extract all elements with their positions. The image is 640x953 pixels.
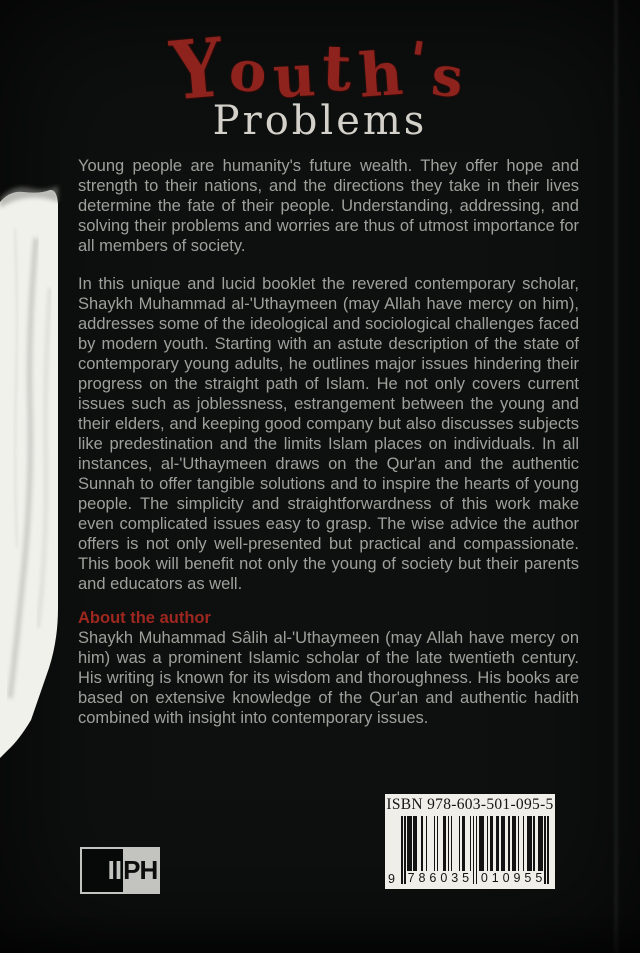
barcode-digit: 5: [462, 871, 470, 885]
iiph-logo-left: II: [82, 849, 123, 892]
title-letter: s: [428, 42, 473, 111]
cover-bottom-shadow: [0, 913, 640, 953]
blurb-paragraph-1: [78, 156, 579, 256]
text-line: Sunnah to offer tangible solutions and to inspire the hearts of young: [78, 475, 579, 493]
text-line: His writing is known for its wisdom and thoroughness. His books are: [78, 669, 579, 687]
text-line: strength to their nations, and the directions they take in their lives: [78, 177, 579, 195]
barcode-digit: 0: [440, 871, 448, 885]
barcode-digit-group-2: [479, 871, 544, 885]
barcode-digit: 9: [513, 871, 521, 885]
barcode-digit-group-1: [406, 871, 471, 885]
barcode-digit: 0: [480, 871, 488, 885]
text-line: instances, al-'Uthaymeen draws on the Qur'an and the authentic: [78, 455, 579, 473]
text-line: like predestination and the limits Islam places on individuals. In all: [78, 435, 579, 453]
text-line: This book will benefit not only the young of society but their parents: [78, 555, 579, 573]
title-letter: u: [271, 40, 325, 112]
text-line: issues such as joblessness, estrangement between the young and: [78, 395, 579, 413]
barcode-digit: 5: [535, 871, 543, 885]
title-letter: ': [404, 29, 436, 92]
ean13-barcode: [388, 816, 549, 886]
title-letter: o: [226, 37, 276, 107]
title-letter: Y: [166, 18, 233, 119]
iiph-publisher-logo: [80, 847, 160, 894]
page-edge-texture: [0, 168, 72, 768]
barcode-bar: [544, 816, 546, 884]
text-line: Shaykh Muhammad al-'Uthaymeen (may Allah have mercy on him),: [78, 295, 579, 313]
text-line: offers is not only well-presented but practical and compassionate.: [78, 535, 579, 553]
barcode-digit: 7: [407, 871, 415, 885]
back-cover-text: [78, 156, 579, 746]
text-line: Young people are humanity's future wealth. They offer hope and: [78, 157, 579, 175]
text-line: progress on the straight path of Islam. He not only covers current: [78, 375, 579, 393]
text-line: and educators as well.: [78, 575, 243, 593]
blurb-paragraph-2: [78, 274, 579, 594]
barcode-bar: [476, 816, 478, 884]
text-line: all members of society.: [78, 237, 246, 255]
text-line: by modern youth. Starting with an astute description of the state of: [78, 335, 579, 353]
barcode-bar: [401, 816, 403, 884]
iiph-logo-right: PH: [123, 849, 158, 892]
text-line: even complicated issues easy to grasp. The wise advice the author: [78, 515, 579, 533]
about-author-paragraph: [78, 628, 579, 728]
barcode-bar: [547, 816, 549, 884]
barcode-digit: 3: [451, 871, 459, 885]
barcode-digit: 8: [418, 871, 426, 885]
barcode-lead-digit: 9: [388, 872, 395, 886]
text-line: people. The simplicity and straightforwardness of this work make: [78, 495, 579, 513]
text-line: Shaykh Muhammad Sâlih al-'Uthaymeen (may Allah have mercy on: [78, 629, 579, 647]
title-letter: t: [321, 30, 360, 106]
isbn-barcode-box: [385, 794, 555, 889]
barcode-digit: 5: [524, 871, 532, 885]
text-line: him) was a prominent Islamic scholar of the late twentieth century.: [78, 649, 579, 667]
text-line: contemporary young adults, he outlines major issues hindering their: [78, 355, 579, 373]
text-line: determine the fate of their people. Understanding, addressing, and: [78, 197, 579, 215]
text-line: combined with insight into contemporary issues.: [78, 709, 429, 727]
text-line: based on extensive knowledge of the Qur'an and authentic hadith: [78, 689, 579, 707]
barcode-digit: 0: [502, 871, 510, 885]
barcode-bar: [473, 816, 475, 884]
text-line: their elders, and keeping good company but also discusses subjects: [78, 415, 579, 433]
book-title-main: Problems: [212, 98, 428, 144]
title-letter: h: [356, 38, 412, 112]
barcode-digit: 1: [491, 871, 499, 885]
text-line: solving their problems and worries are thus of utmost importance for: [78, 217, 579, 235]
about-author-heading: About the author: [78, 609, 211, 627]
isbn-number: ISBN 978-603-501-095-5: [386, 796, 554, 813]
text-line: addresses some of the ideological and sociological challenges faced: [78, 315, 579, 333]
barcode-digit: 6: [429, 871, 437, 885]
text-line: In this unique and lucid booklet the revered contemporary scholar,: [78, 275, 579, 293]
